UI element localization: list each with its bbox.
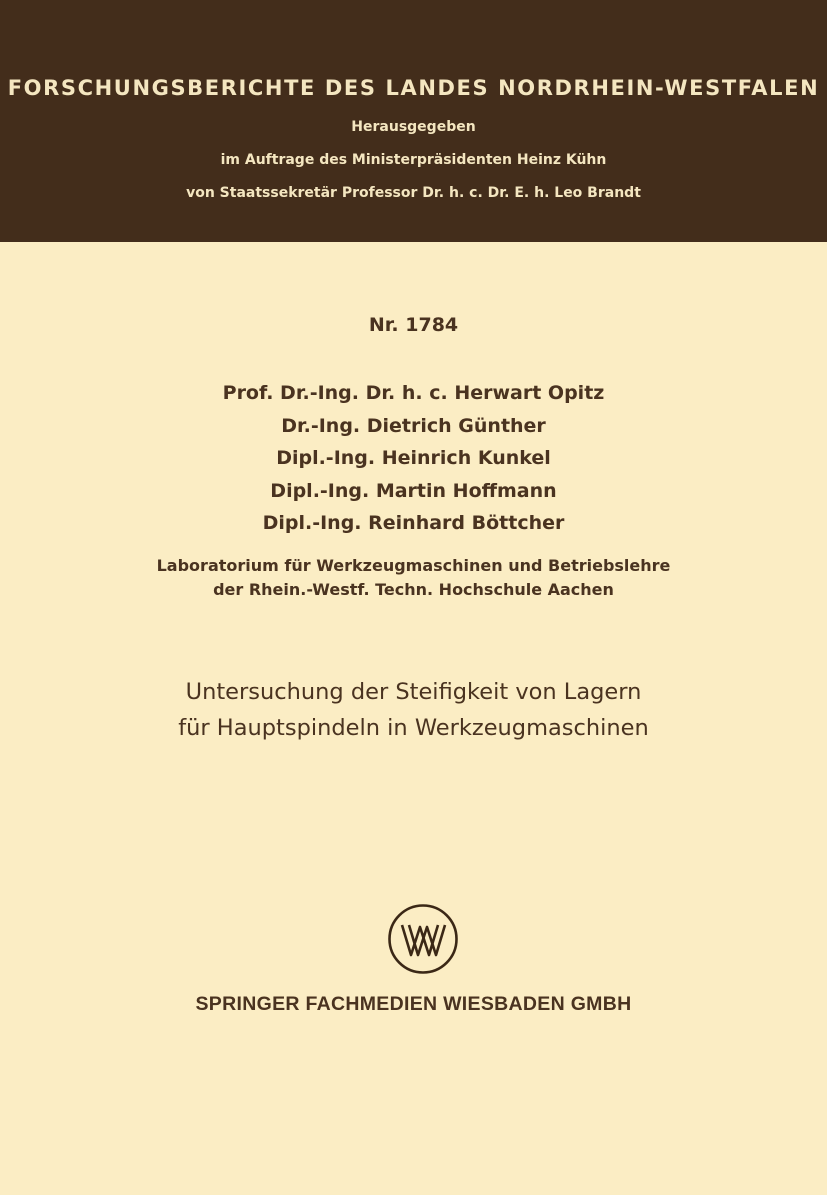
book-title: [0, 674, 827, 746]
series-header-band: [0, 0, 827, 242]
publisher-logo-icon: [387, 903, 459, 975]
report-number: Nr. 1784: [368, 314, 459, 336]
author-name: Dipl.-Ing. Reinhard Böttcher: [262, 512, 565, 534]
editor-line-3: von Staatssekretär Professor Dr. h. c. Dr. E. h. Leo Brandt: [186, 185, 641, 201]
institution: [0, 554, 827, 602]
book-title-line-2: für Hauptspindeln in Werkzeugmaschinen: [178, 715, 649, 741]
editor-line-1: Herausgegeben: [351, 119, 476, 135]
author-name: Dr.-Ing. Dietrich Günther: [281, 414, 546, 437]
series-title: FORSCHUNGSBERICHTE DES LANDES NORDRHEIN-WESTFALEN: [7, 76, 820, 100]
author-list: [0, 377, 827, 540]
author-name: Dipl.-Ing. Heinrich Kunkel: [276, 447, 551, 469]
book-title-line-1: Untersuchung der Steifigkeit von Lagern: [185, 679, 642, 705]
institution-line-2: der Rhein.-Westf. Techn. Hochschule Aachen: [213, 580, 614, 599]
author-name: Dipl.-Ing. Martin Hoffmann: [270, 479, 557, 502]
institution-line-1: Laboratorium für Werkzeugmaschinen und Betriebslehre: [156, 556, 671, 575]
publisher-name: SPRINGER FACHMEDIEN WIESBADEN GMBH: [195, 993, 632, 1015]
author-name: Prof. Dr.-Ing. Dr. h. c. Herwart Opitz: [222, 382, 605, 404]
editor-line-2: im Auftrage des Ministerpräsidenten Heinz Kühn: [220, 152, 607, 168]
